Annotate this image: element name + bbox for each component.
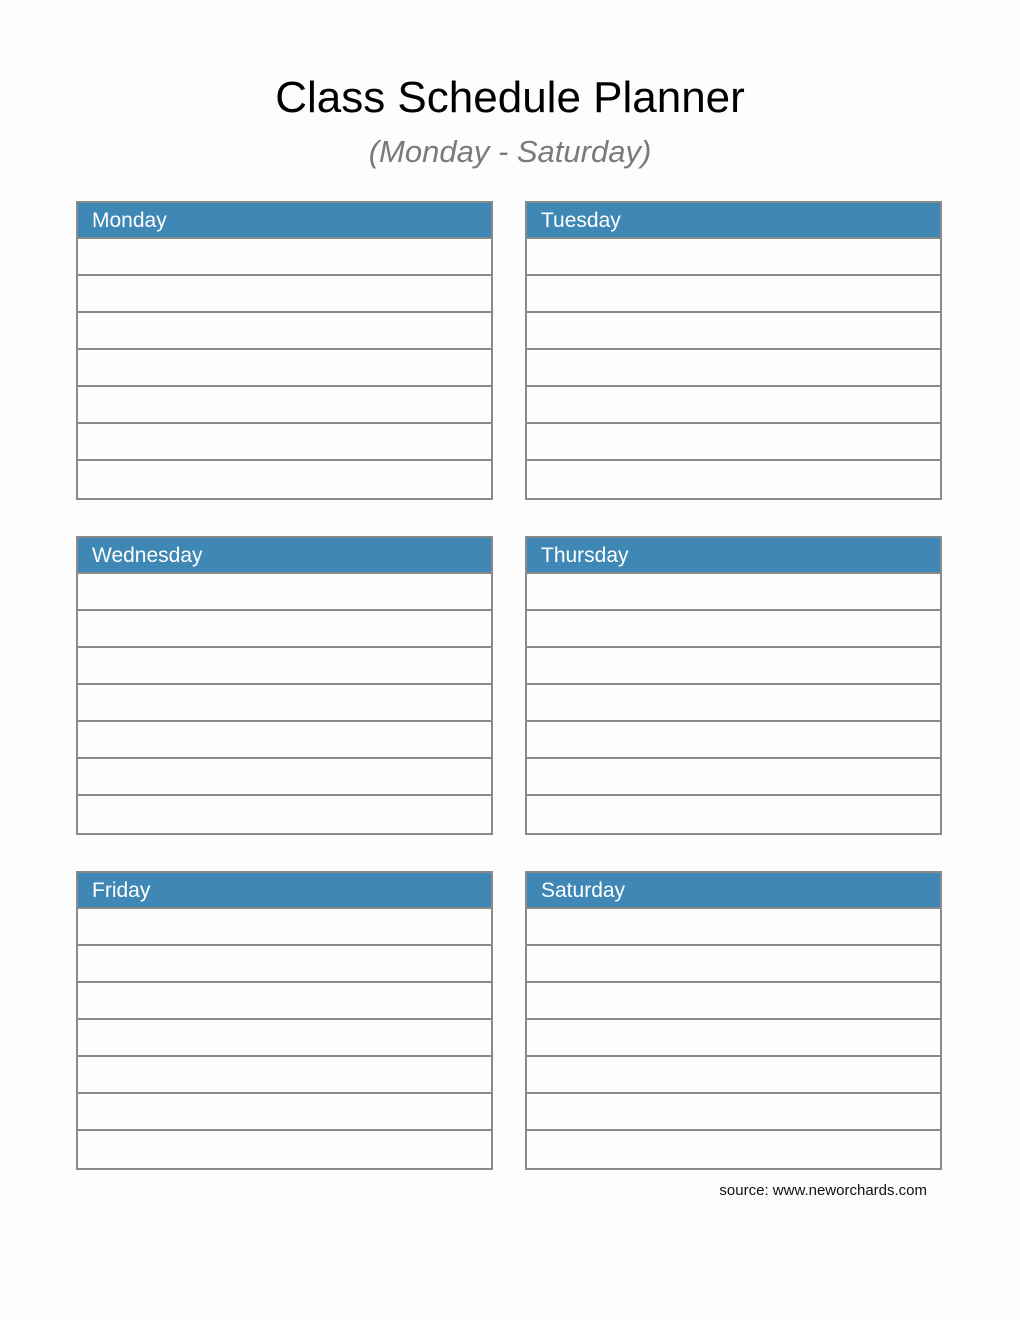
- schedule-row[interactable]: [527, 313, 940, 350]
- schedule-row[interactable]: [527, 946, 940, 983]
- schedule-row[interactable]: [527, 461, 940, 498]
- day-header: Wednesday: [78, 538, 491, 574]
- schedule-row[interactable]: [78, 1057, 491, 1094]
- schedule-row[interactable]: [78, 350, 491, 387]
- schedule-row[interactable]: [527, 239, 940, 276]
- schedule-row[interactable]: [527, 909, 940, 946]
- day-header: Thursday: [527, 538, 940, 574]
- day-header: Tuesday: [527, 203, 940, 239]
- schedule-row[interactable]: [527, 424, 940, 461]
- schedule-row[interactable]: [78, 648, 491, 685]
- day-rows: [527, 239, 940, 498]
- schedule-row[interactable]: [78, 1020, 491, 1057]
- schedule-row[interactable]: [78, 574, 491, 611]
- page-subtitle: (Monday - Saturday): [368, 134, 652, 169]
- schedule-row[interactable]: [527, 648, 940, 685]
- schedule-row[interactable]: [527, 1057, 940, 1094]
- day-table-wednesday: [76, 536, 493, 835]
- source-credit: source: www.neworchards.com: [719, 1182, 927, 1199]
- schedule-row[interactable]: [527, 1131, 940, 1168]
- schedule-row[interactable]: [78, 313, 491, 350]
- day-header: Saturday: [527, 873, 940, 909]
- day-table-saturday: [525, 871, 942, 1170]
- schedule-row[interactable]: [78, 946, 491, 983]
- schedule-row[interactable]: [78, 1094, 491, 1131]
- schedule-row[interactable]: [527, 387, 940, 424]
- schedule-row[interactable]: [78, 276, 491, 313]
- schedule-row[interactable]: [527, 759, 940, 796]
- schedule-row[interactable]: [78, 759, 491, 796]
- schedule-row[interactable]: [78, 685, 491, 722]
- day-table-monday: [76, 201, 493, 500]
- schedule-row[interactable]: [527, 983, 940, 1020]
- schedule-row[interactable]: [527, 796, 940, 833]
- page-title: Class Schedule Planner: [275, 73, 745, 122]
- schedule-row[interactable]: [78, 909, 491, 946]
- schedule-row[interactable]: [527, 574, 940, 611]
- day-rows: [78, 909, 491, 1168]
- schedule-row[interactable]: [78, 722, 491, 759]
- schedule-row[interactable]: [527, 722, 940, 759]
- day-header: Monday: [78, 203, 491, 239]
- day-rows: [78, 239, 491, 498]
- schedule-row[interactable]: [527, 685, 940, 722]
- schedule-row[interactable]: [78, 1131, 491, 1168]
- schedule-row[interactable]: [527, 1094, 940, 1131]
- schedule-row[interactable]: [527, 276, 940, 313]
- schedule-row[interactable]: [78, 424, 491, 461]
- schedule-row[interactable]: [78, 611, 491, 648]
- schedule-row[interactable]: [527, 611, 940, 648]
- schedule-row[interactable]: [78, 387, 491, 424]
- day-rows: [527, 574, 940, 833]
- day-table-tuesday: [525, 201, 942, 500]
- schedule-row[interactable]: [527, 1020, 940, 1057]
- schedule-row[interactable]: [78, 461, 491, 498]
- day-table-friday: [76, 871, 493, 1170]
- schedule-row[interactable]: [78, 239, 491, 276]
- schedule-grid: [76, 201, 942, 1170]
- day-header: Friday: [78, 873, 491, 909]
- schedule-row[interactable]: [527, 350, 940, 387]
- day-rows: [527, 909, 940, 1168]
- day-rows: [78, 574, 491, 833]
- schedule-row[interactable]: [78, 983, 491, 1020]
- schedule-row[interactable]: [78, 796, 491, 833]
- day-table-thursday: [525, 536, 942, 835]
